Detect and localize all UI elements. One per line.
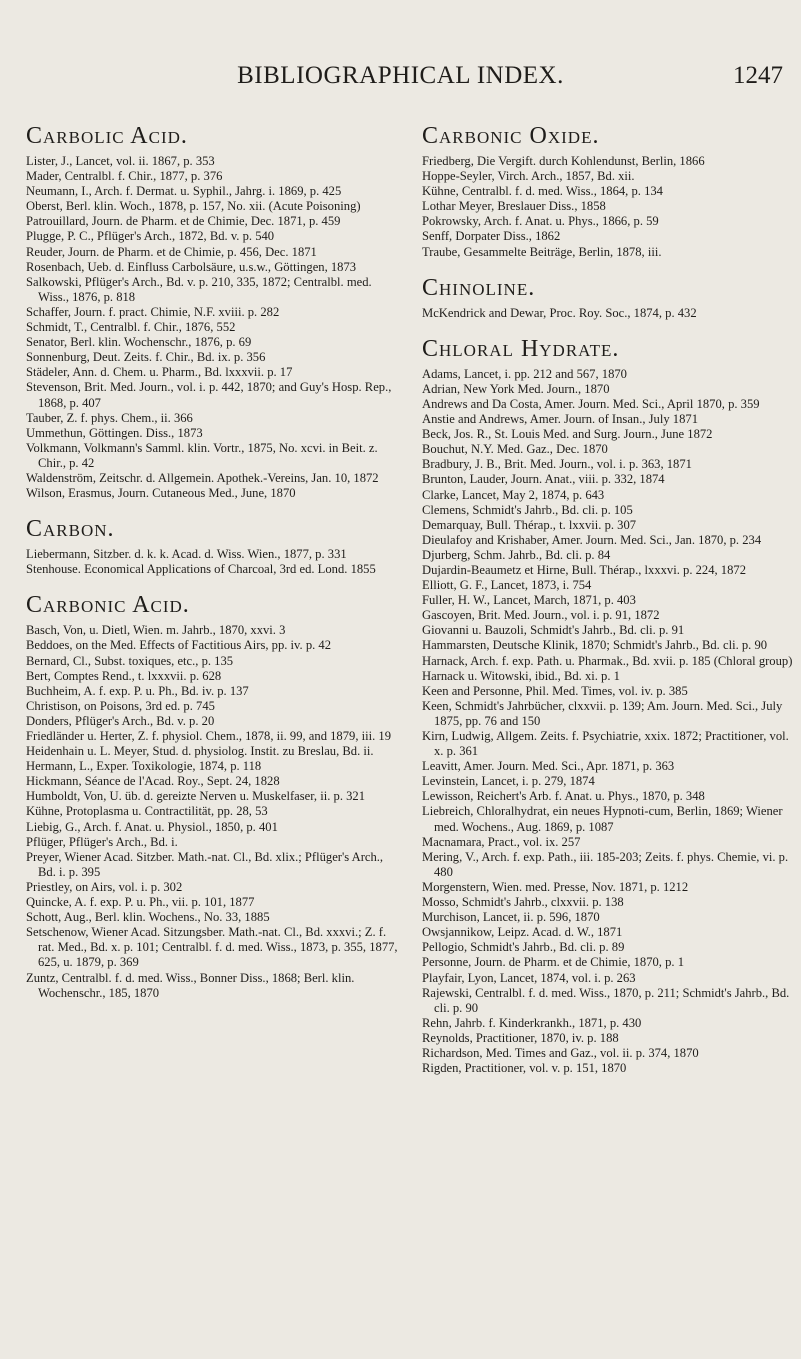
bibliography-entry: McKendrick and Dewar, Proc. Roy. Soc., 1874, p. 432	[422, 305, 697, 320]
bibliography-entry: Priestley, on Airs, vol. i. p. 302	[26, 879, 183, 894]
bibliography-entry: Schmidt, T., Centralbl. f. Chir., 1876, 552	[26, 320, 236, 335]
bibliography-entry: Städeler, Ann. d. Chem. u. Pharm., Bd. lxxxvii. p. 17	[26, 365, 293, 380]
bibliography-entry: Waldenström, Zeitschr. d. Allgemein. Apothek.-Vereins, Jan. 10, 1872	[26, 470, 379, 485]
bibliography-entry: Liebermann, Sitzber. d. k. k. Acad. d. Wiss. Wien., 1877, p. 331	[26, 547, 347, 562]
bibliography-entry: Liebreich, Chloralhydrat, ein neues Hypnoti-cum, Berlin, 1869; Wiener med. Wochens., Aug. 1869, p. 1087	[422, 804, 783, 834]
bibliography-entry: Lewisson, Reichert's Arb. f. Anat. u. Phys., 1870, p. 348	[422, 789, 705, 804]
page-header	[0, 62, 801, 92]
bibliography-entry: Hermann, L., Exper. Toxikologie, 1874, p. 118	[26, 759, 262, 774]
section-heading: Carbolic Acid.	[26, 123, 188, 149]
bibliography-entry: Clarke, Lancet, May 2, 1874, p. 643	[422, 487, 605, 502]
bibliography-entry: Dujardin-Beaumetz et Hirne, Bull. Thérap., lxxxvi. p. 224, 1872	[422, 562, 746, 577]
bibliography-entry: Ummethun, Göttingen. Diss., 1873	[26, 425, 203, 440]
bibliography-entry: Stevenson, Brit. Med. Journ., vol. i. p. 442, 1870; and Guy's Hosp. Rep., 1868, p. 407	[26, 380, 392, 410]
bibliography-entry: Humboldt, Von, U. üb. d. gereizte Nerven u. Muskelfaser, ii. p. 321	[26, 789, 366, 804]
bibliography-entry: Demarquay, Bull. Thérap., t. lxxvii. p. 307	[422, 517, 637, 532]
bibliography-entry: Personne, Journ. de Pharm. et de Chimie, 1870, p. 1	[422, 955, 684, 970]
bibliography-entry: Adams, Lancet, i. pp. 212 and 567, 1870	[422, 366, 627, 381]
bibliography-entry: Oberst, Berl. klin. Woch., 1878, p. 157, No. xii. (Acute Poisoning)	[26, 199, 361, 214]
bibliography-entry: Friedberg, Die Vergift. durch Kohlendunst, Berlin, 1866	[422, 154, 705, 168]
bibliography-entry: Pokrowsky, Arch. f. Anat. u. Phys., 1866, p. 59	[422, 214, 659, 229]
bibliography-entry: Gascoyen, Brit. Med. Journ., vol. i. p. 91, 1872	[422, 608, 660, 623]
bibliography-entry: Bradbury, J. B., Brit. Med. Journ., vol. i. p. 363, 1871	[422, 457, 692, 472]
section-gap	[26, 501, 398, 515]
bibliography-entry: Rehn, Jahrb. f. Kinderkrankh., 1871, p. 430	[422, 1015, 642, 1030]
bibliography-entry: Bouchut, N.Y. Med. Gaz., Dec. 1870	[422, 442, 608, 457]
bibliography-entry: Volkmann, Volkmann's Samml. klin. Vortr., 1875, No. xcvi. in Beit. z. Chir., p. 42	[26, 440, 378, 470]
left-column	[26, 122, 398, 1001]
bibliography-entry: Neumann, I., Arch. f. Dermat. u. Syphil., Jahrg. i. 1869, p. 425	[26, 184, 342, 199]
bibliography-entry: Elliott, G. F., Lancet, 1873, i. 754	[422, 578, 592, 593]
bibliography-entry: Liebig, G., Arch. f. Anat. u. Physiol., 1850, p. 401	[26, 819, 278, 834]
bibliography-entry: Preyer, Wiener Acad. Sitzber. Math.-nat. Cl., Bd. xlix.; Pflüger's Arch., Bd. i. p. 395	[26, 849, 384, 879]
bibliography-entry: Pellogio, Schmidt's Jahrb., Bd. cli. p. 89	[422, 940, 625, 955]
bibliography-entry: Pflüger, Pflüger's Arch., Bd. i.	[26, 834, 178, 849]
bibliography-entry: Fuller, H. W., Lancet, March, 1871, p. 403	[422, 593, 636, 608]
bibliography-entry: Stenhouse. Economical Applications of Charcoal, 3rd ed. Lond. 1855	[26, 562, 376, 577]
bibliography-entry: Plugge, P. C., Pflüger's Arch., 1872, Bd. v. p. 540	[26, 229, 275, 244]
page-number: 1247	[733, 62, 783, 89]
right-column	[422, 122, 794, 1076]
bibliography-entry: Bert, Comptes Rend., t. lxxxvii. p. 628	[26, 668, 222, 683]
section-gap	[422, 321, 794, 335]
bibliography-entry: Traube, Gesammelte Beiträge, Berlin, 1878, iii.	[422, 244, 662, 259]
bibliography-entry: Djurberg, Schm. Jahrb., Bd. cli. p. 84	[422, 547, 611, 562]
bibliography-entry: Rosenbach, Ueb. d. Einfluss Carbolsäure, u.s.w., Göttingen, 1873	[26, 259, 357, 274]
bibliography-entry: Keen and Personne, Phil. Med. Times, vol. iv. p. 385	[422, 683, 688, 698]
bibliography-entry: Senator, Berl. klin. Wochenschr., 1876, p. 69	[26, 335, 252, 350]
bibliography-entry: Kühne, Centralbl. f. d. med. Wiss., 1864, p. 134	[422, 184, 663, 199]
bibliography-entry: Harnack, Arch. f. exp. Path. u. Pharmak., Bd. xvii. p. 185 (Chloral group)	[422, 653, 793, 668]
bibliography-entry: Quincke, A. f. exp. P. u. Ph., vii. p. 101, 1877	[26, 895, 255, 910]
section-gap	[26, 577, 398, 591]
section-heading: Carbon.	[26, 516, 115, 543]
bibliography-entry: Mosso, Schmidt's Jahrb., clxxvii. p. 138	[422, 895, 624, 910]
bibliography-entry: Patrouillard, Journ. de Pharm. et de Chimie, Dec. 1871, p. 459	[26, 214, 341, 229]
running-title: BIBLIOGRAPHICAL INDEX.	[237, 62, 564, 89]
bibliography-entry: Giovanni u. Bauzoli, Schmidt's Jahrb., Bd. cli. p. 91	[422, 623, 685, 638]
bibliography-entry: Christison, on Poisons, 3rd ed. p. 745	[26, 698, 215, 713]
section-gap	[422, 260, 794, 274]
bibliography-entry: Salkowski, Pflüger's Arch., Bd. v. p. 210, 335, 1872; Centralbl. med. Wiss., 1876, p. 818	[26, 274, 372, 304]
bibliography-entry: Playfair, Lyon, Lancet, 1874, vol. i. p. 263	[422, 970, 636, 985]
bibliography-entry: Kühne, Protoplasma u. Contractilität, pp. 28, 53	[26, 804, 268, 819]
bibliography-entry: Mader, Centralbl. f. Chir., 1877, p. 376	[26, 169, 223, 184]
bibliography-entry: Bernard, Cl., Subst. toxiques, etc., p. 135	[26, 653, 234, 668]
bibliography-entry: Lister, J., Lancet, vol. ii. 1867, p. 353	[26, 154, 215, 168]
section-heading: Carbonic Oxide.	[422, 123, 600, 149]
bibliography-entry: Reynolds, Practitioner, 1870, iv. p. 188	[422, 1030, 619, 1045]
bibliography-entry: Brunton, Lauder, Journ. Anat., viii. p. 332, 1874	[422, 472, 665, 487]
bibliography-entry: Buchheim, A. f. exp. P. u. Ph., Bd. iv. p. 137	[26, 683, 249, 698]
bibliography-entry: Clemens, Schmidt's Jahrb., Bd. cli. p. 105	[422, 502, 633, 517]
bibliography-entry: Tauber, Z. f. phys. Chem., ii. 366	[26, 410, 193, 425]
bibliography-entry: Macnamara, Pract., vol. ix. 257	[422, 834, 581, 849]
bibliography-entry: Kirn, Ludwig, Allgem. Zeits. f. Psychiatrie, xxix. 1872; Practitioner, vol. x. p. 361	[422, 729, 789, 759]
bibliography-entry: Setschenow, Wiener Acad. Sitzungsber. Math.-nat. Cl., Bd. xxxvi.; Z. f. rat. Med., Bd. x. p. 101; Centralbl. f. d. med. Wiss., 1873, p. 355, 1877, 625, u. 1879, p. 369	[26, 925, 398, 970]
bibliography-entry: Hickmann, Séance de l'Acad. Roy., Sept. 24, 1828	[26, 774, 280, 789]
bibliography-entry: Basch, Von, u. Dietl, Wien. m. Jahrb., 1870, xxvi. 3	[26, 623, 286, 638]
bibliography-entry: Keen, Schmidt's Jahrbücher, clxxvii. p. 139; Am. Journ. Med. Sci., July 1875, pp. 76 and 150	[422, 698, 783, 728]
bibliography-entry: Anstie and Andrews, Amer. Journ. of Insan., July 1871	[422, 412, 698, 427]
bibliography-entry: Lothar Meyer, Breslauer Diss., 1858	[422, 199, 606, 214]
bibliography-entry: Schott, Aug., Berl. klin. Wochens., No. 33, 1885	[26, 910, 270, 925]
bibliography-entry: Rajewski, Centralbl. f. d. med. Wiss., 1870, p. 211; Schmidt's Jahrb., Bd. cli. p. 90	[422, 985, 790, 1015]
bibliography-entry: Harnack u. Witowski, ibid., Bd. xi. p. 1	[422, 668, 620, 683]
bibliography-entry: Mering, V., Arch. f. exp. Path., iii. 185-203; Zeits. f. phys. Chemie, vi. p. 480	[422, 849, 789, 879]
bibliography-entry: Beck, Jos. R., St. Louis Med. and Surg. Journ., June 1872	[422, 427, 713, 442]
bibliography-entry: Heidenhain u. L. Meyer, Stud. d. physiolog. Instit. zu Breslau, Bd. ii.	[26, 744, 374, 759]
bibliography-entry: Beddoes, on the Med. Effects of Factitious Airs, pp. iv. p. 42	[26, 638, 332, 653]
bibliography-entry: Murchison, Lancet, ii. p. 596, 1870	[422, 910, 600, 925]
bibliography-entry: Donders, Pflüger's Arch., Bd. v. p. 20	[26, 713, 215, 728]
bibliography-entry: Sonnenburg, Deut. Zeits. f. Chir., Bd. ix. p. 356	[26, 350, 266, 365]
bibliography-entry: Hoppe-Seyler, Virch. Arch., 1857, Bd. xii.	[422, 169, 635, 184]
bibliography-entry: Andrews and Da Costa, Amer. Journ. Med. Sci., April 1870, p. 359	[422, 396, 760, 411]
bibliography-entry: Adrian, New York Med. Journ., 1870	[422, 381, 610, 396]
bibliography-entry: Friedländer u. Herter, Z. f. physiol. Chem., 1878, ii. 99, and 1879, iii. 19	[26, 729, 392, 743]
bibliography-entry: Zuntz, Centralbl. f. d. med. Wiss., Bonner Diss., 1868; Berl. klin. Wochenschr., 185, 1870	[26, 970, 355, 1000]
bibliography-entry: Reuder, Journ. de Pharm. et de Chimie, p. 456, Dec. 1871	[26, 244, 317, 259]
section-heading: Carbonic Acid.	[26, 592, 190, 619]
section-heading: Chloral Hydrate.	[422, 335, 620, 362]
bibliography-entry: Wilson, Erasmus, Journ. Cutaneous Med., June, 1870	[26, 486, 296, 501]
bibliography-entry: Levinstein, Lancet, i. p. 279, 1874	[422, 774, 595, 789]
bibliography-entry: Dieulafoy and Krishaber, Amer. Journ. Med. Sci., Jan. 1870, p. 234	[422, 532, 762, 547]
section-heading: Chinoline.	[422, 274, 536, 301]
bibliography-entry: Morgenstern, Wien. med. Presse, Nov. 1871, p. 1212	[422, 879, 689, 894]
bibliography-entry: Rigden, Practitioner, vol. v. p. 151, 1870	[422, 1061, 627, 1076]
bibliography-entry: Hammarsten, Deutsche Klinik, 1870; Schmidt's Jahrb., Bd. cli. p. 90	[422, 638, 768, 653]
bibliography-entry: Leavitt, Amer. Journ. Med. Sci., Apr. 1871, p. 363	[422, 759, 675, 774]
bibliography-entry: Richardson, Med. Times and Gaz., vol. ii. p. 374, 1870	[422, 1045, 699, 1060]
bibliography-entry: Schaffer, Journ. f. pract. Chimie, N.F. xviii. p. 282	[26, 304, 280, 319]
bibliography-entry: Owsjannikow, Leipz. Acad. d. W., 1871	[422, 925, 623, 940]
bibliography-entry: Senff, Dorpater Diss., 1862	[422, 229, 561, 244]
